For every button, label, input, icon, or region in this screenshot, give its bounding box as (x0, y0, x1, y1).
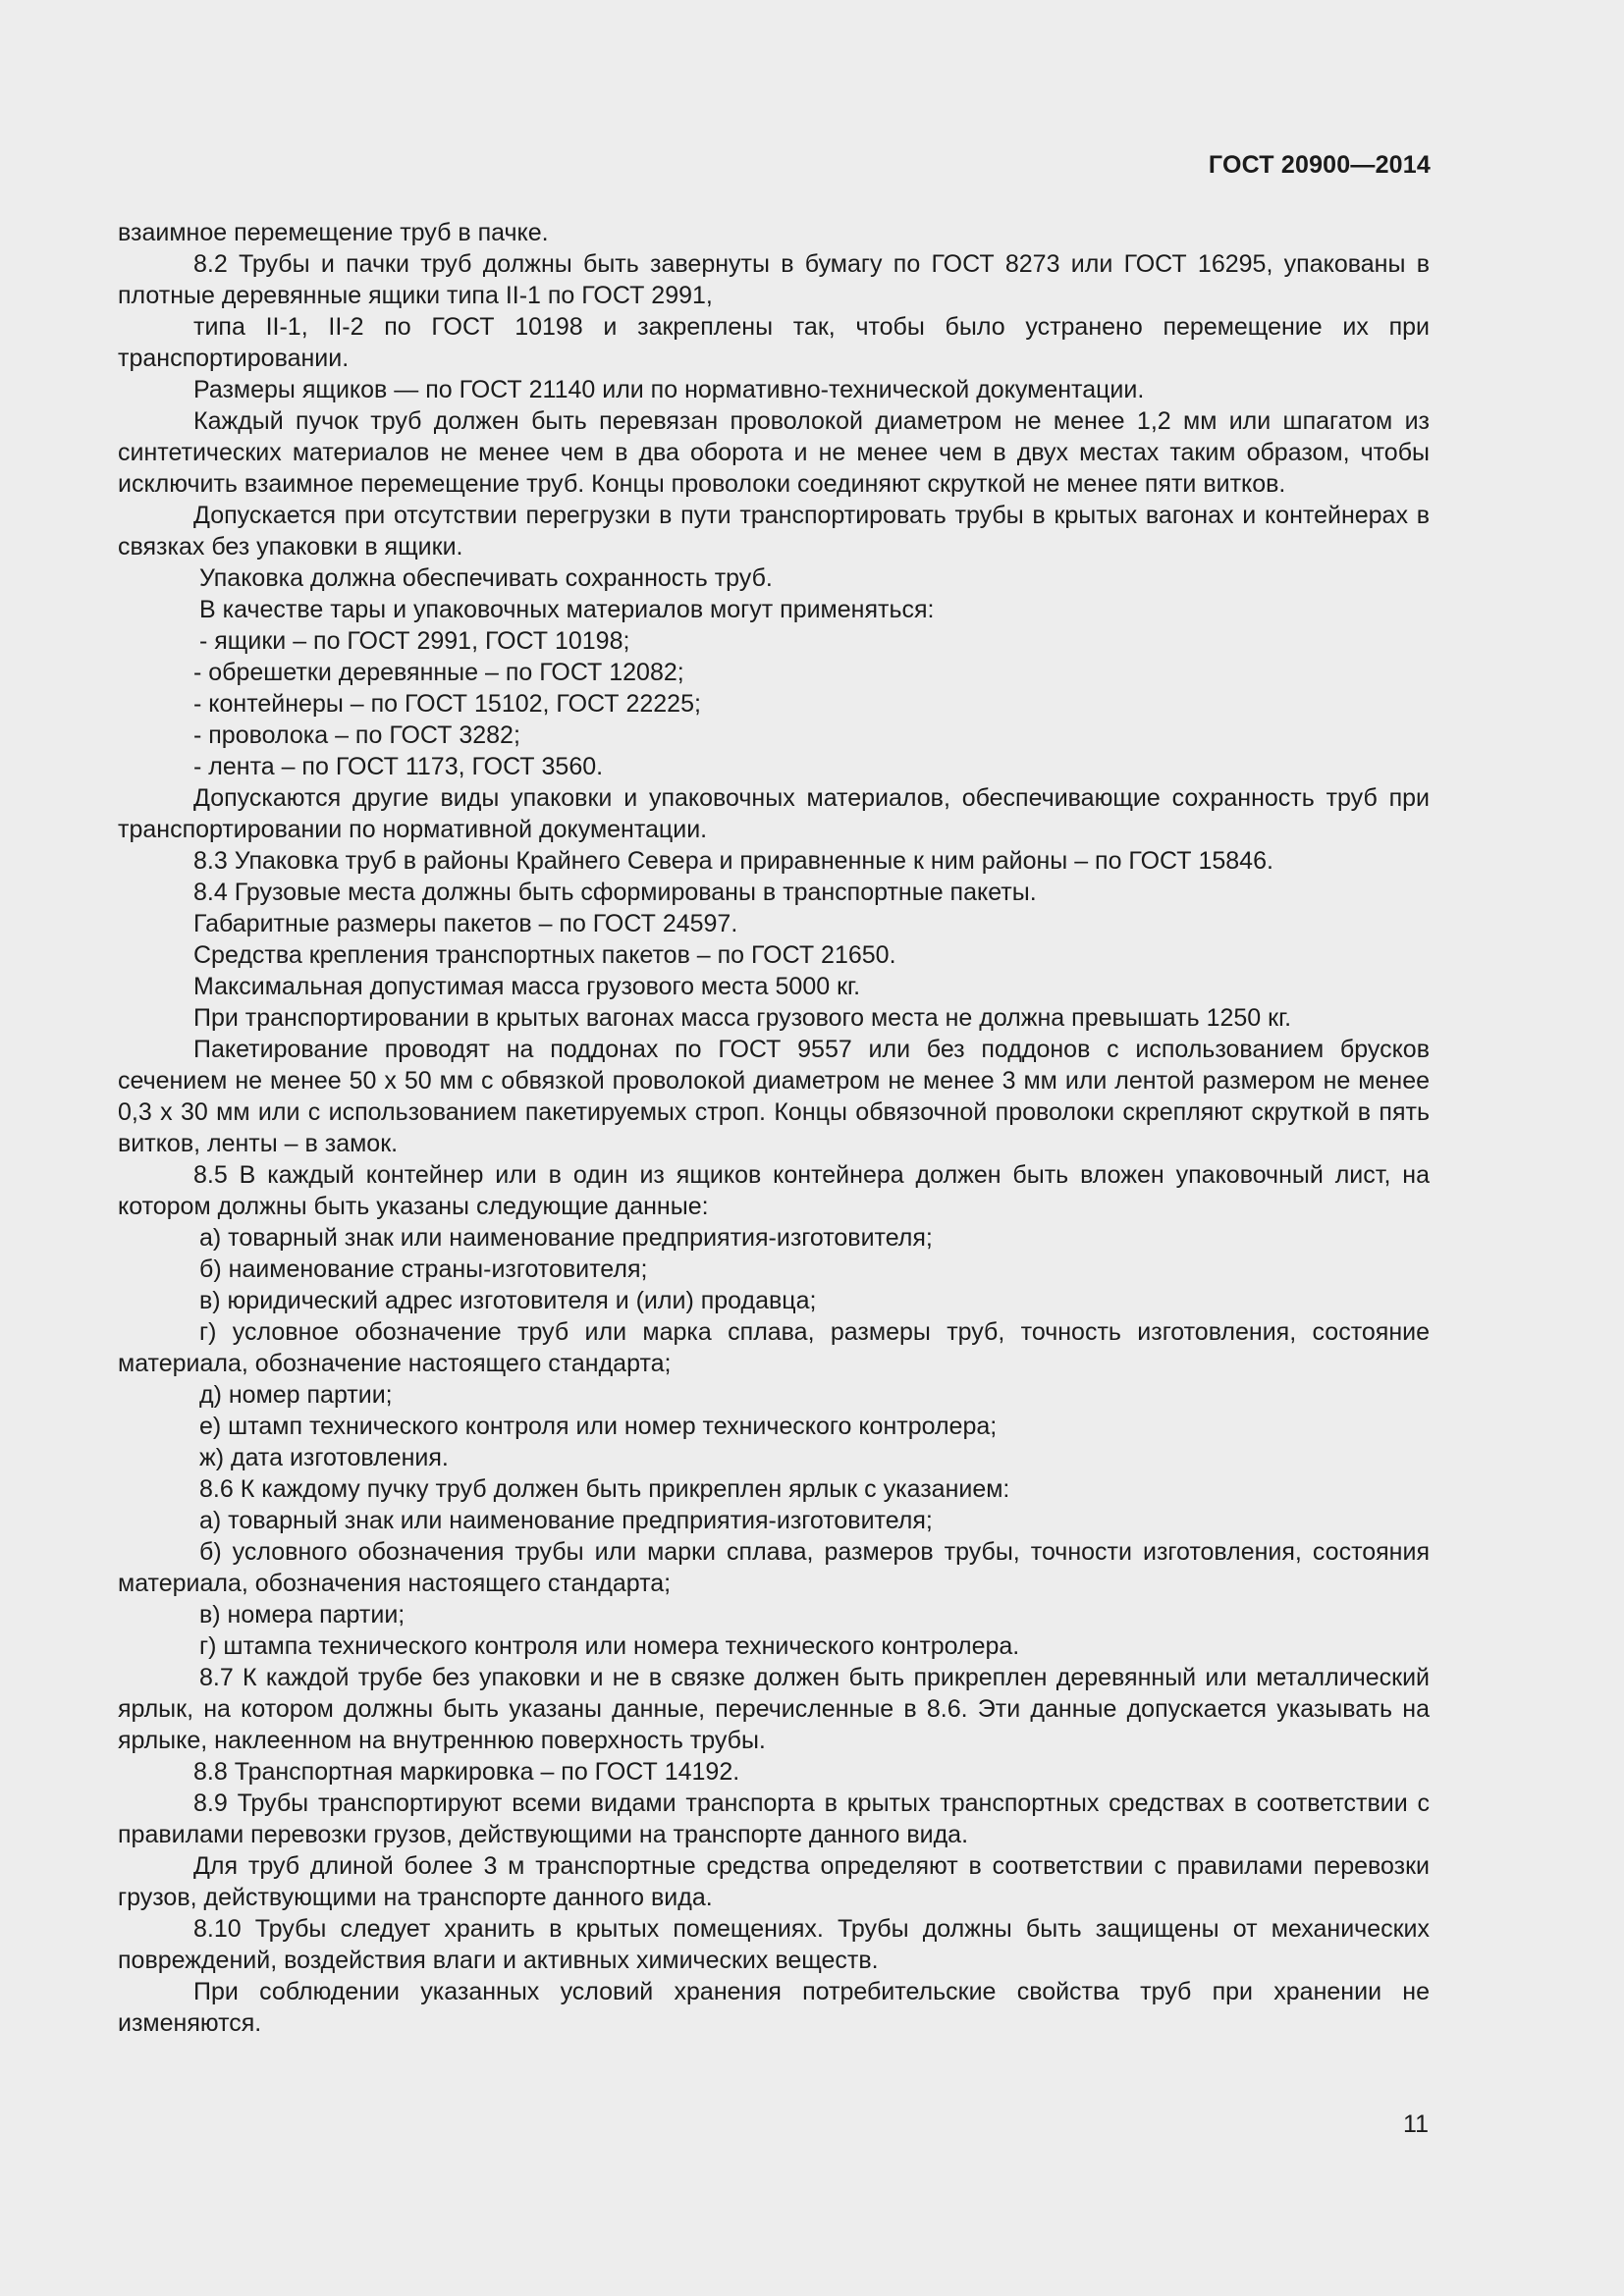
list-item-8-5-d: д) номер партии; (199, 1381, 393, 1409)
paragraph-max-mass: Максимальная допустимая масса грузового места 5000 кг. (193, 973, 861, 1000)
list-item-8-6-v: в) номера партии; (199, 1601, 406, 1629)
paragraph-8-8: 8.8 Транспортная маркировка – по ГОСТ 14192. (193, 1758, 740, 1786)
document-code-header: ГОСТ 20900—2014 (1208, 151, 1431, 179)
list-item-boxes: - ящики – по ГОСТ 2991, ГОСТ 10198; (199, 627, 630, 655)
list-item-wire: - проволока – по ГОСТ 3282; (193, 721, 520, 749)
list-item-containers: - контейнеры – по ГОСТ 15102, ГОСТ 22225; (193, 690, 701, 718)
list-item-8-6-a: а) товарный знак или наименование предприятия-изготовителя; (199, 1507, 933, 1534)
list-item-8-6-b: б) условного обозначения трубы или марки сплава, размеров трубы, точности изготовления, состояния материала, обозначения настоящего стандарта; (118, 1538, 1430, 1597)
list-item-8-5-zh: ж) дата изготовления. (199, 1444, 449, 1471)
list-item-8-5-g: г) условное обозначение труб или марка сплава, размеры труб, точность изготовления, состояние материала, обозначение настоящего стандарта; (118, 1318, 1430, 1377)
paragraph-palletizing: Пакетирование проводят на поддонах по ГОСТ 9557 или без поддонов с использованием брусков сечением не менее 50 х 50 мм с обвязкой проволокой диаметром не менее 3 мм или лентой размером не менее 0,3 х 30 мм или с использованием пакетируемых строп. Концы обвязочной проволоки скрепляют скруткой в пять витков, ленты – в замок. (118, 1036, 1430, 1157)
paragraph-packaging-materials: В качестве тары и упаковочных материалов могут применяться: (199, 596, 935, 623)
list-item-8-6-g: г) штампа технического контроля или номера технического контролера. (199, 1632, 1020, 1660)
list-item-tape: - лента – по ГОСТ 1173, ГОСТ 3560. (193, 753, 604, 780)
paragraph-box-sizes: Размеры ящиков — по ГОСТ 21140 или по нормативно-технической документации. (193, 376, 1145, 403)
paragraph-other-packaging: Допускаются другие виды упаковки и упаковочных материалов, обеспечивающие сохранность труб при транспортировании по нормативной документации. (118, 784, 1430, 843)
paragraph-8-6: 8.6 К каждому пучку труб должен быть прикреплен ярлык с указанием: (199, 1475, 1010, 1503)
paragraph-storage-conditions: При соблюдении указанных условий хранения потребительские свойства труб при хранении не изменяются. (118, 1978, 1430, 2037)
paragraph-8-4: 8.4 Грузовые места должны быть сформированы в транспортные пакеты. (193, 879, 1037, 906)
paragraph-8-7: 8.7 К каждой трубе без упаковки и не в связке должен быть прикреплен деревянный или металлический ярлык, на котором должны быть указаны данные, перечисленные в 8.6. Эти данные допускается указывать на ярлыке, наклеенном на внутреннюю поверхность трубы. (118, 1664, 1430, 1754)
list-item-8-5-a: а) товарный знак или наименование предприятия-изготовителя; (199, 1224, 933, 1252)
paragraph-package-dimensions: Габаритные размеры пакетов – по ГОСТ 24597. (193, 910, 738, 937)
page-number: 11 (1403, 2110, 1429, 2138)
list-item-8-5-e: е) штамп технического контроля или номер технического контролера; (199, 1413, 998, 1440)
paragraph-covered-wagon-mass: При транспортировании в крытых вагонах масса грузового места не должна превышать 1250 кг. (193, 1004, 1292, 1032)
paragraph-8-10: 8.10 Трубы следует хранить в крытых помещениях. Трубы должны быть защищены от механических повреждений, воздействия влаги и активных химических веществ. (118, 1915, 1430, 1974)
paragraph-packaging-safety: Упаковка должна обеспечивать сохранность труб. (199, 564, 773, 592)
list-item-8-5-b: б) наименование страны-изготовителя; (199, 1255, 648, 1283)
list-item-8-5-v: в) юридический адрес изготовителя и (или) продавца; (199, 1287, 817, 1314)
paragraph-8-5: 8.5 В каждый контейнер или в один из ящиков контейнера должен быть вложен упаковочный лист, на котором должны быть указаны следующие данные: (118, 1161, 1430, 1220)
list-item-crates: - обрешетки деревянные – по ГОСТ 12082; (193, 659, 684, 686)
paragraph-package-fastening: Средства крепления транспортных пакетов – по ГОСТ 21650. (193, 941, 896, 969)
document-body (118, 217, 1430, 2039)
paragraph-8-2: 8.2 Трубы и пачки труб должны быть завернуты в бумагу по ГОСТ 8273 или ГОСТ 16295, упакованы в плотные деревянные ящики типа II-1 по ГОСТ 2991, (118, 250, 1430, 309)
paragraph-8-2-continued: типа II-1, II-2 по ГОСТ 10198 и закреплены так, чтобы было устранено перемещение их при транспортировании. (118, 313, 1430, 372)
paragraph-transport-without-boxes: Допускается при отсутствии перегрузки в пути транспортировать трубы в крытых вагонах и контейнерах в связках без упаковки в ящики. (118, 502, 1430, 561)
paragraph-8-3: 8.3 Упаковка труб в районы Крайнего Севера и приравненные к ним районы – по ГОСТ 15846. (193, 847, 1273, 875)
paragraph-continuation: взаимное перемещение труб в пачке. (118, 219, 549, 246)
paragraph-long-pipes: Для труб длиной более 3 м транспортные средства определяют в соответствии с правилами перевозки грузов, действующими на транспорте данного вида. (118, 1852, 1430, 1911)
paragraph-8-9: 8.9 Трубы транспортируют всеми видами транспорта в крытых транспортных средствах в соответствии с правилами перевозки грузов, действующими на транспорте данного вида. (118, 1789, 1430, 1848)
paragraph-bundle-tying: Каждый пучок труб должен быть перевязан проволокой диаметром не менее 1,2 мм или шпагатом из синтетических материалов не менее чем в два оборота и не менее чем в двух местах таким образом, чтобы исключить взаимное перемещение труб. Концы проволоки соединяют скруткой не менее пяти витков. (118, 407, 1430, 498)
